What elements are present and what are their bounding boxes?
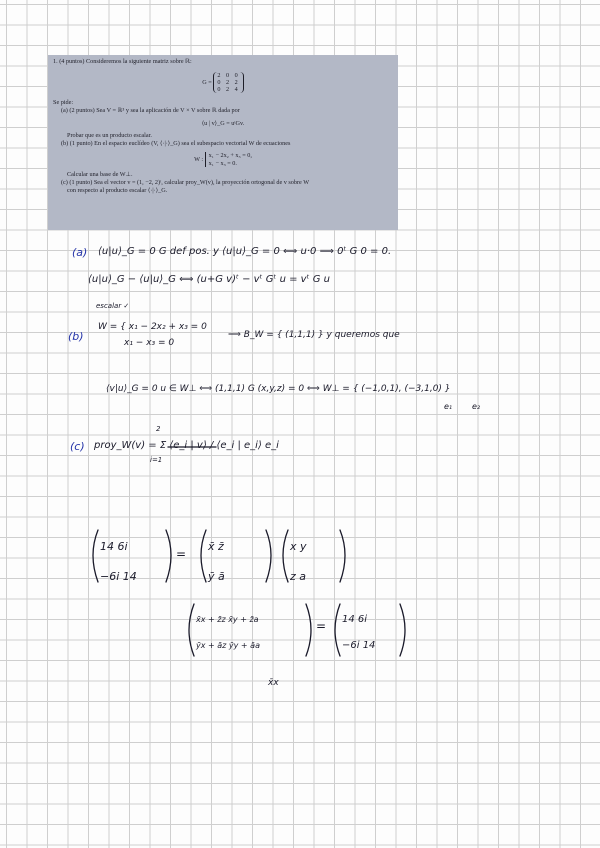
hw-matrix-4 — [196, 607, 260, 659]
hw-matrix-row: 14 6i — [342, 614, 368, 625]
hw-label-a: (a) — [72, 246, 88, 259]
problem-header: 1. (4 puntos) Consideremos la siguiente matriz sobre ℝ: — [53, 58, 192, 65]
hw-matrix-3 — [290, 532, 307, 592]
hw-c-sum-bottom: i=1 — [150, 456, 163, 464]
bracket-right — [340, 530, 345, 582]
hw-b-line-1c: ⟹ B_W = { (1,1,1) } y queremos que — [228, 330, 400, 340]
matrix-definition — [53, 72, 393, 93]
hw-a-line-2: ⟨u|u⟩_G − ⟨u|u⟩_G ⟺ (u+G v)ᵗ − vᵗ Gᵗ u = vᵗ G u — [88, 274, 330, 285]
hw-matrix-2 — [208, 532, 225, 592]
bracket-left — [93, 530, 98, 582]
bracket-left — [283, 530, 288, 582]
hw-matrix-5 — [342, 607, 375, 659]
matrix-label: G = — [202, 78, 212, 86]
system-label: W : — [194, 156, 204, 164]
matrix-g — [213, 72, 243, 93]
hw-b-line-1b: x₁ − x₃ = 0 — [124, 338, 175, 348]
bracket-left — [201, 530, 206, 582]
hw-a-line-3: escalar ✓ — [96, 302, 130, 310]
problem-statement — [48, 55, 398, 230]
matrix-row: 2 0 0 — [217, 71, 240, 79]
hw-matrix-row: x̄x + z̄z x̄y + z̄a — [196, 615, 259, 624]
part-c-text-2: con respecto al producto escalar ⟨·|·⟩_G. — [67, 186, 168, 194]
bracket-left — [335, 604, 340, 656]
hw-equals-1: = — [176, 547, 187, 561]
hw-matrix-row: ȳ ā — [208, 570, 225, 583]
matrix-row: 0 2 4 — [217, 86, 240, 93]
hw-b-line-1a: W = { x₁ − 2x₂ + x₃ = 0 — [98, 322, 207, 332]
hw-matrix-row: −6i 14 — [342, 640, 376, 651]
hw-equals-2: = — [316, 619, 327, 633]
hw-c-sum-top: 2 — [156, 425, 161, 433]
bracket-right — [166, 530, 171, 582]
hw-b-e1: e₁ — [444, 402, 453, 411]
part-a-text: (a) (2 puntos) Sea V = ℝ³ y sea la aplicación de V × V sobre ℝ dada por — [61, 106, 240, 114]
hw-b-line-2: ⟨v|u⟩_G = 0 u ∈ W⊥ ⟺ (1,1,1) G (x,y,z) = 0 ⟺ W⊥ = { (−1,0,1), (−3,1,0) } — [106, 384, 451, 394]
hw-matrix-row: x y — [290, 540, 307, 553]
bracket-right — [266, 530, 271, 582]
system-eq-1: x₁ − 2x₂ + x₃ = 0, — [208, 151, 252, 159]
system-eq-2: x₁ − x₃ = 0. — [208, 159, 237, 167]
hw-label-c: (c) — [70, 440, 85, 453]
part-b-ask: Calcular una base de W⊥. — [67, 171, 133, 179]
hw-label-b: (b) — [68, 330, 84, 343]
bracket-right — [400, 604, 405, 656]
hw-matrix-row: z a — [290, 570, 307, 583]
bracket-right — [306, 604, 311, 656]
part-b-text: (b) (1 punto) En el espacio euclídeo (V, ⟨·|·⟩_G) sea el subespacio vectorial W de ecuaciones — [61, 140, 291, 148]
se-pide: Se pide: — [53, 99, 74, 107]
part-a-formula: ⟨u | v⟩_G = uᵗGv. — [201, 119, 245, 127]
hw-matrix-row: x̄ z̄ — [208, 540, 224, 553]
part-b-system — [53, 152, 393, 168]
hw-matrix-row: −6i 14 — [100, 570, 137, 583]
hw-tail: x̄x — [268, 678, 279, 688]
part-a-prove: Probar que es un producto escalar. — [67, 132, 152, 140]
bracket-left — [189, 604, 194, 656]
hw-matrix-row: ȳx + āz ȳy + āa — [196, 641, 260, 650]
hw-matrix-row: 14 6i — [100, 540, 128, 553]
hw-b-e2: e₂ — [472, 402, 481, 411]
hw-a-line-1: ⟨u|u⟩_G = 0 G def pos. y ⟨u|u⟩_G = 0 ⟺ u·0 ⟹ 0ᵗ G 0 = 0. — [98, 246, 392, 257]
part-c-text: (c) (1 punto) Sea el vector v = (1, −2, 2)ᵗ, calcular proy_W(v), la proyección ortogonal de v sobre W — [61, 179, 310, 187]
hw-matrix-1 — [100, 532, 137, 592]
matrix-row: 0 2 2 — [217, 78, 240, 86]
hw-c-line-1: proy_W(v) = Σ ⟨e_i | v⟩ / ⟨e_i | e_i⟩ e_i — [94, 440, 279, 451]
